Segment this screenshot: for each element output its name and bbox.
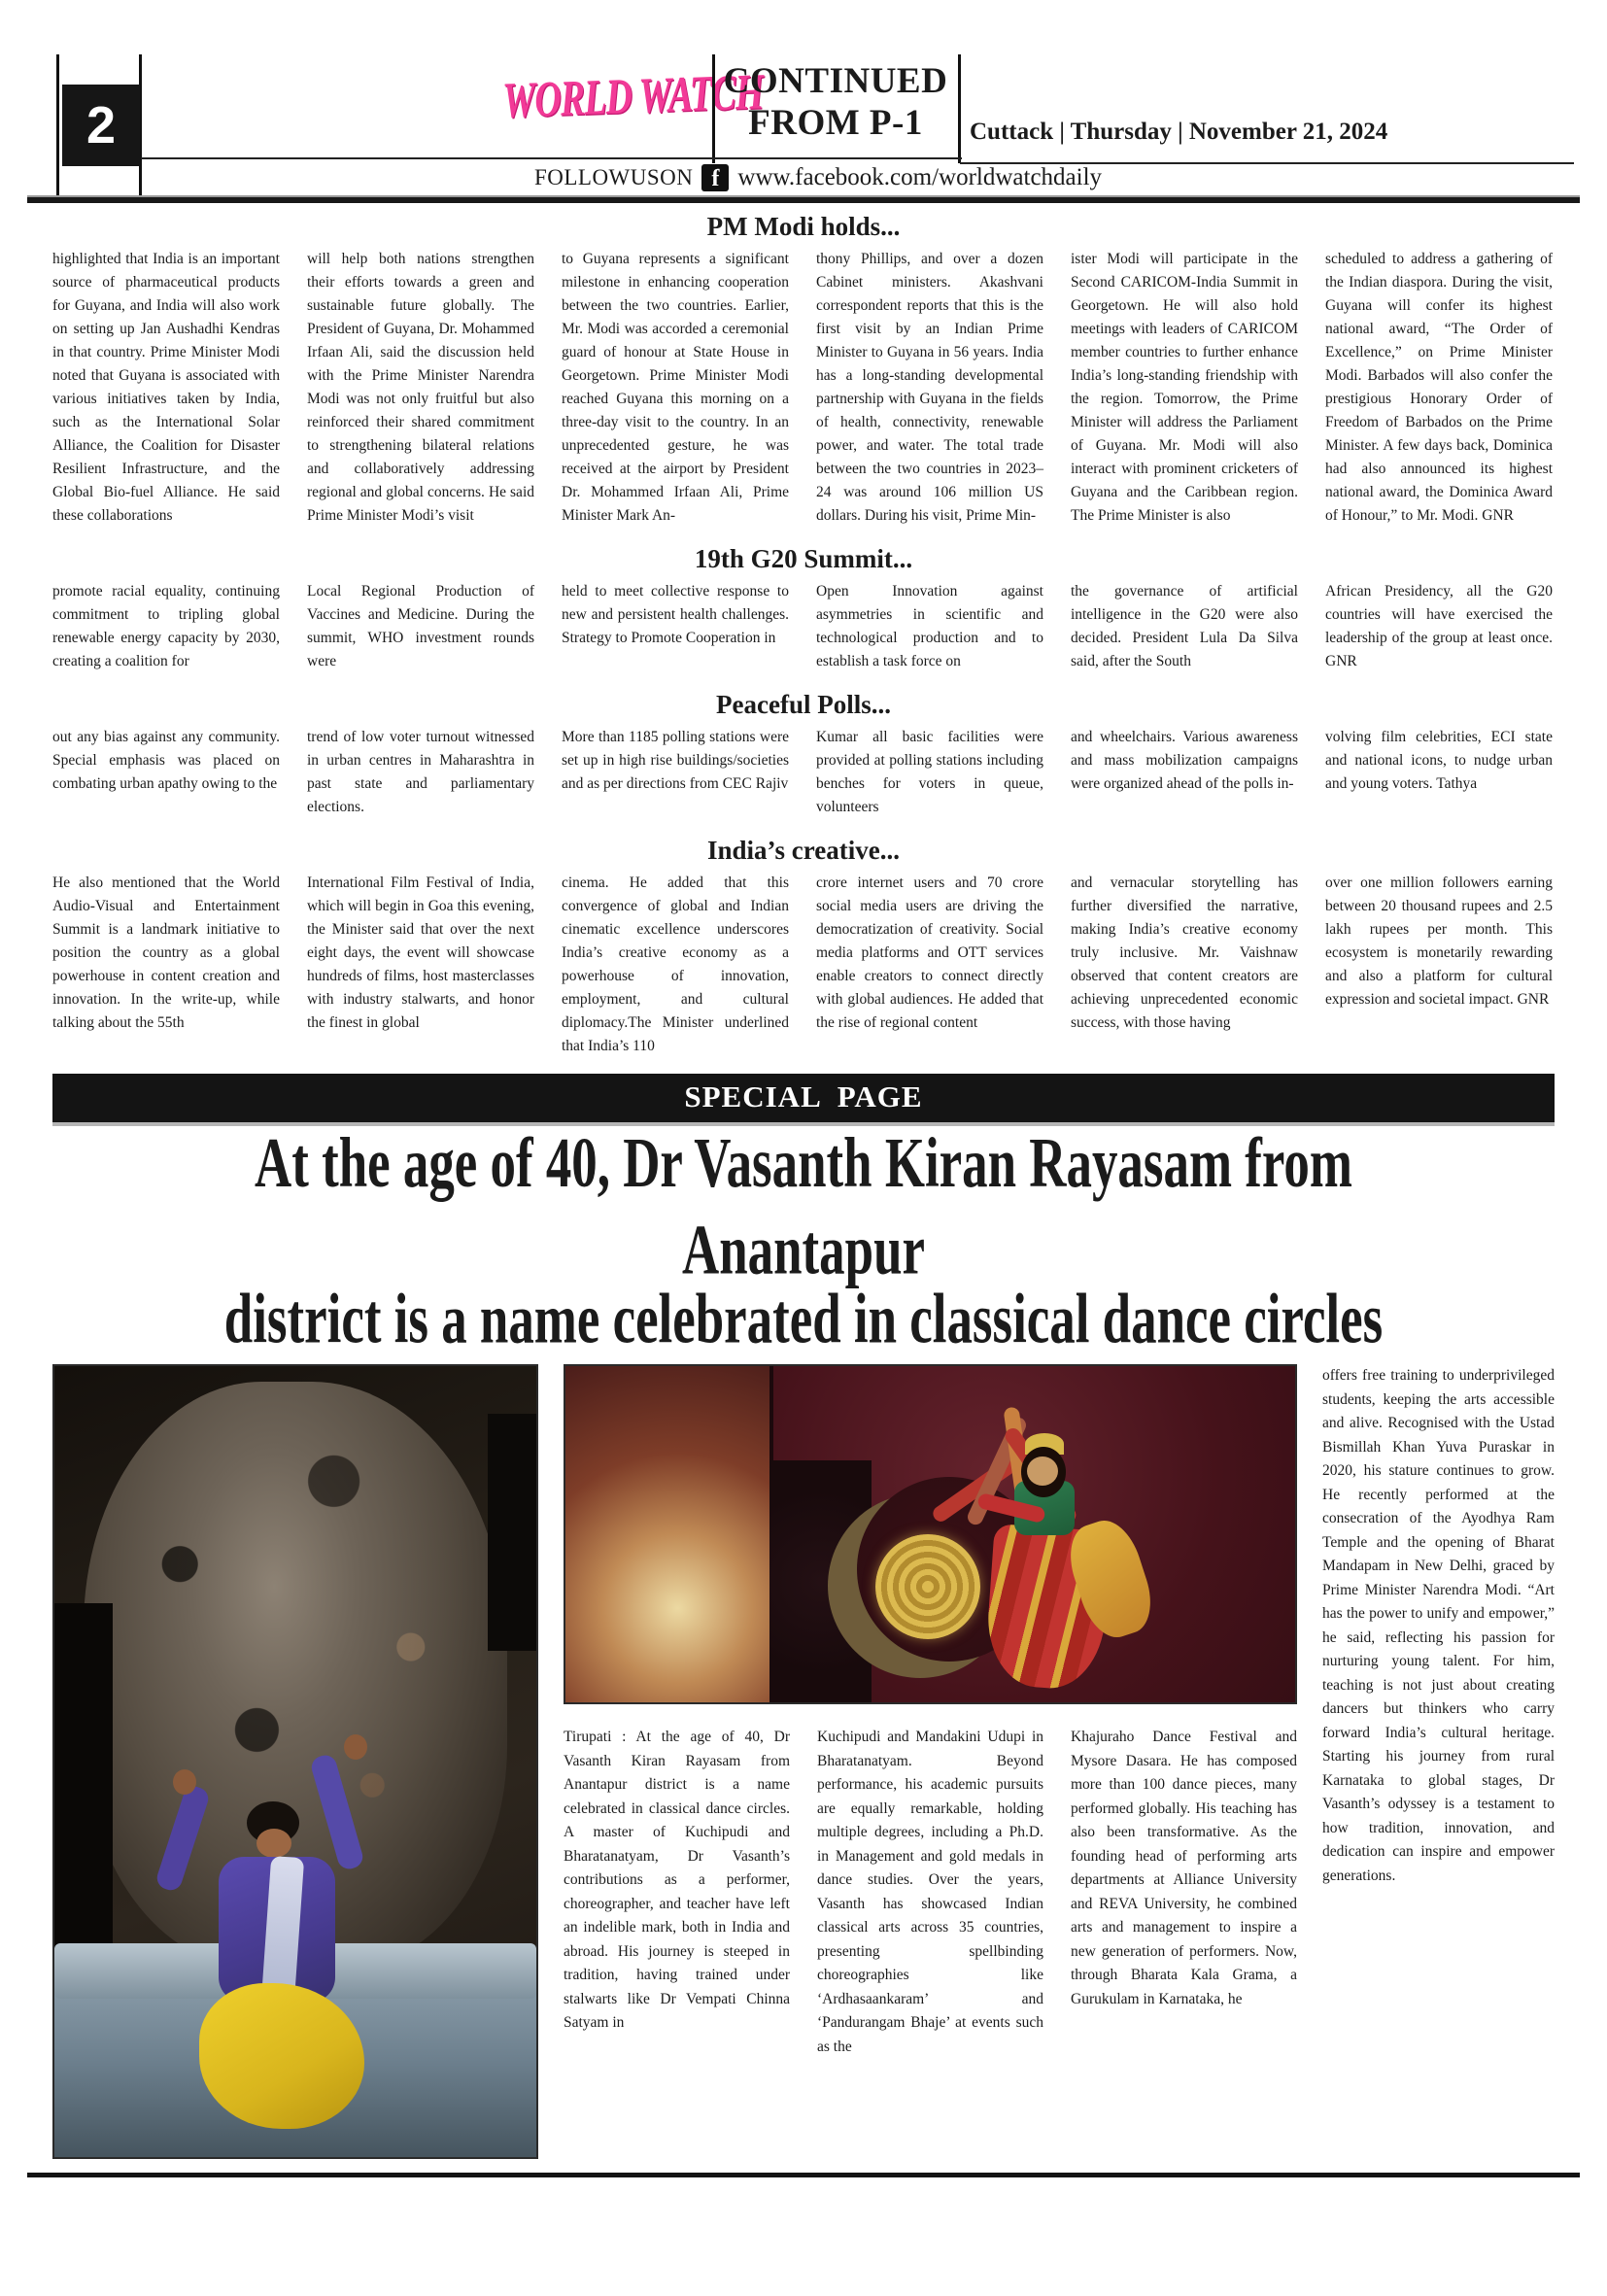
news-column: International Film Festival of India, which will begin in Goa this evening, the Minister said that over the next eight days, the event will showcase hundreds of films, host masterclasses with industry stalwarts, and honor the finest in global bbox=[307, 874, 534, 1031]
photo-dancer-under-tree bbox=[52, 1364, 538, 2159]
column-row bbox=[52, 248, 1555, 528]
news-column: He also mentioned that the World Audio-Visual and Entertainment Summit is a landmark initiative to position the country as a global powerhouse in content creation and innovation. In the write-up, while talking about the 55th bbox=[52, 874, 280, 1031]
news-column: African Presidency, all the G20 countries will have exercised the leadership of the group at least once. GNR bbox=[1325, 583, 1553, 669]
special-page-banner: SPECIAL PAGE bbox=[52, 1074, 1555, 1126]
section-indias-creative bbox=[52, 819, 1555, 1058]
article-column: Khajuraho Dance Festival and Mysore Dasara. He has composed more than 100 dance pieces, many performed globally. His teaching has also been transformative. As the founding head of performing arts departments at Alliance University and REVA University, he combined arts and management to inspire a new generation of performers. Now, through Bharata Kala Grama, a Gurukulam in Karnataka, he bbox=[1071, 1729, 1297, 2007]
facebook-url: www.facebook.com/worldwatchdaily bbox=[737, 164, 1103, 190]
news-column: and wheelchairs. Various awareness and mass mobilization campaigns were organized ahead of the polls in- bbox=[1071, 729, 1298, 792]
section-peaceful-polls bbox=[52, 673, 1555, 819]
dancer-hand-left bbox=[173, 1769, 196, 1795]
photo-shadow-right bbox=[488, 1414, 536, 1651]
news-column: to Guyana represents a significant milestone in enhancing cooperation between the two countries. Earlier, Mr. Modi was accorded a ceremonial guard of honour at State House in Georgetown. Prime Minister Modi reached Guyana this morning on a three-day visit to the country. In an unprecedented gesture, he was received at the airport by President Dr. Mohammed Irfaan Ali, Prime Minister Mark An- bbox=[562, 251, 789, 524]
special-page-body bbox=[52, 1364, 1555, 2159]
news-column: highlighted that India is an important source of pharmaceutical products for Guyana, and India will also work on setting up Jan Aushadhi Kendras in that country. Prime Minister Modi noted that Guyana is associated with various initiatives taken by India, such as the International Solar Alliance, the Coalition for Disaster Resilient Infrastructure, and the Global Bio-fuel Alliance. He said these collaborations bbox=[52, 251, 280, 524]
article-column: Kuchipudi and Mandakini Udupi in Bharatanatyam. Beyond performance, his academic pursuits are equally remarkable, holding multiple degrees, including a Ph.D. in Management and gold medals in dance studies. Over the years, Vasanth has showcased Indian classical arts across 35 countries, presenting spellbinding choreographies like ‘Ardhasaankaram’ and ‘Pandurangam Bhaje’ at events such as the bbox=[817, 1729, 1043, 2055]
special-left-column bbox=[52, 1364, 538, 2159]
headline-line-1: At the age of 40, Dr Vasanth Kiran Rayasam from Anantapur bbox=[255, 1123, 1352, 1289]
news-column: ister Modi will participate in the Second CARICOM-India Summit in Georgetown. He will also hold meetings with leaders of CARICOM member countries to further enhance India’s long-standing friendship with the region. Tomorrow, the Prime Minister will address the Parliament of Guyana. Mr. Modi will also interact with prominent cricketers of Guyana and the Caribbean region. The Prime Minister is also bbox=[1071, 251, 1298, 524]
special-article-row bbox=[564, 1726, 1297, 2059]
section-heading: 19th G20 Summit... bbox=[694, 544, 913, 573]
news-column: Local Regional Production of Vaccines and Medicine. During the summit, WHO investment rounds were bbox=[307, 583, 534, 669]
news-column: held to meet collective response to new and persistent health challenges. Strategy to Promote Cooperation in bbox=[562, 583, 789, 646]
section-g20-summit bbox=[52, 528, 1555, 673]
article-column-right: offers free training to underprivileged students, keeping the arts accessible and alive. Recognised with the Ustad Bismillah Khan Yuva Puraskar in 2020, his stature continues to grow. He recently performed at the consecration of the Ayodhya Ram Temple and the opening of Bharat Mandapam in New Delhi, graced by Prime Minister Narendra Modi. “Art has the power to unify and empower,” he said, reflecting his passion for nurturing young talent. For him, teaching is not just about creating dancers but thinkers who carry forward India’s cultural heritage. Starting his journey from rural Karnataka to global stages, Dr Vasanth’s odyssey is a testament to how tradition, innovation, and dedication can inspire and empower generations. bbox=[1322, 1367, 1555, 1884]
page-number-box bbox=[62, 85, 140, 166]
column-row bbox=[52, 580, 1555, 673]
section-heading: India’s creative... bbox=[707, 836, 900, 865]
follow-strip bbox=[29, 164, 1607, 191]
news-column: cinema. He added that this convergence of global and Indian cinematic excellence underscores India’s creative economy as a powerhouse of innovation, employment, and cultural diplomacy.The Minister underlined that India’s 110 bbox=[562, 874, 789, 1054]
news-column: promote racial equality, continuing commitment to tripling global renewable energy capacity by 2030, creating a coalition for bbox=[52, 583, 280, 669]
column-row bbox=[52, 726, 1555, 819]
news-column: scheduled to address a gathering of the Indian diaspora. During the visit, Guyana will confer its highest national award, “The Order of Excellence,” on Prime Minister Modi. Barbados will also confer the prestigious Honorary Order of Freedom of Barbados on the Prime Minister. A few days back, Dominica had also announced its highest national award, the Dominica Award of Honour,” to Mr. Modi. GNR bbox=[1325, 251, 1553, 524]
page-number: 2 bbox=[85, 96, 117, 154]
masthead-rule-thin bbox=[141, 157, 962, 159]
article-column: Tirupati : At the age of 40, Dr Vasanth Kiran Rayasam from Anantapur district is a name celebrated in classical dance circles. A master of Kuchipudi and Bharatanatyam, Dr Vasanth’s contributions as a performer, choreographer, and teacher have left an indelible mark, both in India and abroad. His journey is steeped in tradition, having trained under stalwarts like Dr Vempati Chinna Satyam in bbox=[564, 1729, 790, 2031]
news-column: out any bias against any community. Special emphasis was placed on combating urban apathy owing to the bbox=[52, 729, 280, 792]
section-heading: PM Modi holds... bbox=[706, 212, 901, 241]
news-column: Open Innovation against asymmetries in scientific and technological production and to establish a task force on bbox=[816, 583, 1043, 669]
golden-disc-prop bbox=[875, 1534, 980, 1639]
dancer-hand-right bbox=[344, 1734, 367, 1760]
special-headline bbox=[52, 1123, 1555, 1358]
section-pm-modi bbox=[52, 204, 1555, 528]
worldwatch-logo: WORLD WATCH bbox=[501, 62, 765, 129]
news-column: will help both nations strengthen their efforts towards a green and sustainable future globally. The President of Guyana, Dr. Mohammed Irfaan Ali, said the discussion held with the Prime Minister Narendra Modi was not only fruitful but also reinforced their shared commitment to strengthening bilateral relations and collaboratively addressing regional and global concerns. He said Prime Minister Modi’s visit bbox=[307, 251, 534, 524]
masthead-divider-right bbox=[958, 54, 961, 163]
masthead-divider-left bbox=[712, 54, 715, 163]
stage-blur-backdrop bbox=[565, 1366, 773, 1702]
section-heading: Peaceful Polls... bbox=[716, 690, 891, 719]
page-content bbox=[0, 204, 1607, 2177]
continued-banner: CONTINUED FROM P-1 bbox=[723, 61, 948, 143]
follow-label: FOLLOWUSON bbox=[533, 165, 694, 189]
news-column: and vernacular storytelling has further diversified the narrative, making India’s creative economy truly inclusive. Mr. Vaishnaw observed that content creators are achieving unprecedented economic success, with those having bbox=[1071, 874, 1298, 1031]
facebook-icon: f bbox=[701, 164, 729, 191]
news-column: the governance of artificial intelligence in the G20 were also decided. President Lula Da Silva said, after the South bbox=[1071, 583, 1298, 669]
news-column: More than 1185 polling stations were set up in high rise buildings/societies and as per directions from CEC Rajiv bbox=[562, 729, 789, 792]
masthead bbox=[0, 0, 1607, 204]
special-middle-column bbox=[564, 1364, 1297, 2159]
dateline: Cuttack | Thursday | November 21, 2024 bbox=[970, 119, 1388, 145]
news-column: volving film celebrities, ECI state and national icons, to nudge urban and young voters. Tathya bbox=[1325, 729, 1553, 792]
news-column: trend of low voter turnout witnessed in urban centres in Maharashtra in past state and parliamentary elections. bbox=[307, 729, 534, 815]
news-column: crore internet users and 70 crore social media users are driving the democratization of creativity. Social media platforms and OTT services enable creators to connect directly with global audiences. He added that the rise of regional content bbox=[816, 874, 1043, 1031]
headline-line-2: district is a name celebrated in classical dance circles bbox=[223, 1279, 1384, 1358]
news-column: thony Phillips, and over a dozen Cabinet ministers. Akashvani correspondent reports that this is the first visit by an Indian Prime Minister to Guyana in 56 years. India has a long-standing developmental partnership with Guyana in the fields of health, connectivity, renewable power, and water. The total trade between the two countries in 2023–24 was around 106 million US dollars. During his visit, Prime Min- bbox=[816, 251, 1043, 524]
masthead-rule-thick bbox=[27, 195, 1580, 203]
page-bottom-rule bbox=[27, 2173, 1580, 2177]
column-row bbox=[52, 872, 1555, 1058]
photo-stage-performance bbox=[564, 1364, 1297, 1704]
news-column: over one million followers earning between 20 thousand rupees and 2.5 lakh rupees per month. This ecosystem is monetarily rewarding and also a platform for cultural expression and societal impact. GNR bbox=[1325, 874, 1553, 1008]
news-column: Kumar all basic facilities were provided at polling stations including benches for voters in queue, volunteers bbox=[816, 729, 1043, 815]
